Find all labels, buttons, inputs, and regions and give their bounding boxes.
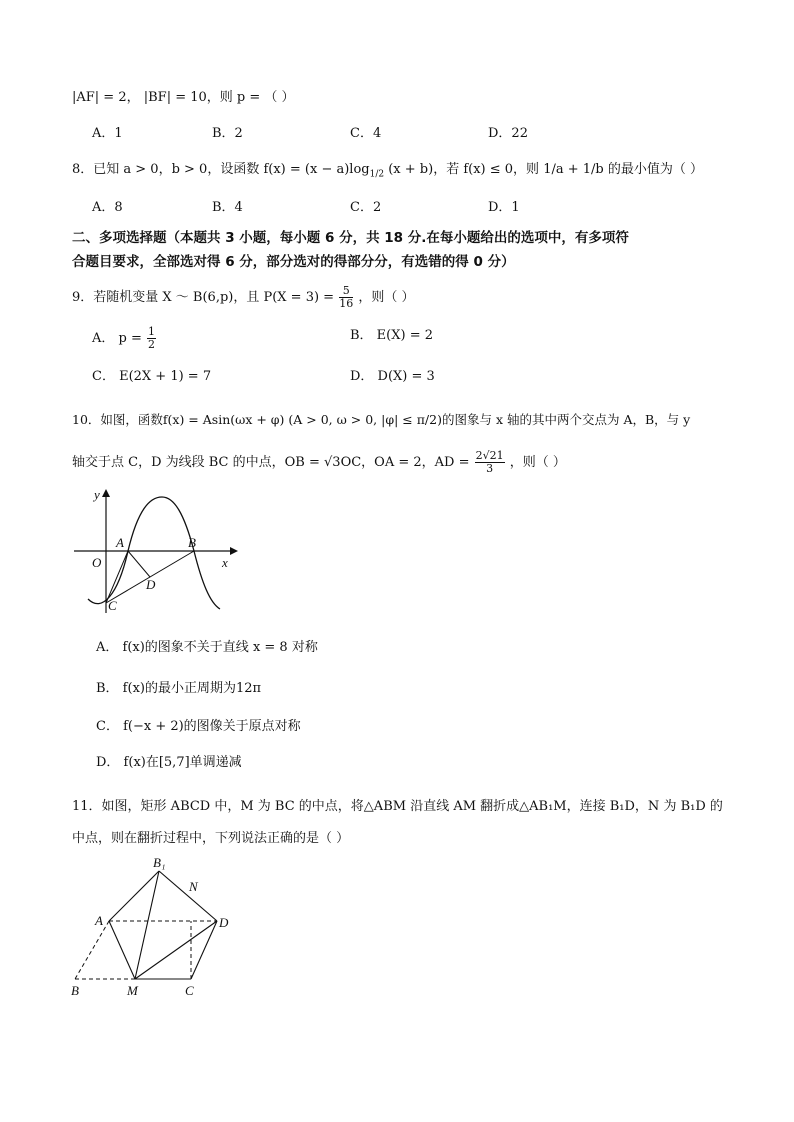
q7-option-a[interactable]: A．1 bbox=[92, 126, 123, 141]
q10-stem-line2 bbox=[72, 450, 566, 475]
q10-ad-fraction bbox=[475, 450, 505, 475]
q10-ad-num: 2√21 bbox=[475, 449, 504, 462]
q9-frac-num: 5 bbox=[339, 285, 353, 298]
q11-label-c: C bbox=[185, 983, 194, 998]
q10-line2-suffix: ，则（ ） bbox=[509, 455, 566, 470]
q9-suffix: ，则（ ） bbox=[358, 290, 415, 305]
q10-option-b[interactable]: B． f(x)的最小正周期为12π bbox=[96, 681, 262, 696]
section2-heading-line2: 合题目要求，全部选对得 6 分，部分选对的得部分分，有选错的得 0 分） bbox=[72, 254, 515, 270]
q10-ad-den: 3 bbox=[486, 462, 494, 475]
q8-prefix: 8．已知 a > 0，b > 0，设函数 f(x) = (x − a)log bbox=[72, 162, 370, 177]
q10-label-x: x bbox=[222, 555, 228, 570]
q8-option-a[interactable]: A．8 bbox=[92, 200, 123, 215]
q10-option-d[interactable]: D． f(x)在[5,7]单调递减 bbox=[96, 755, 242, 770]
q9-option-a-pre: A． p = bbox=[92, 331, 142, 346]
q11-edge-b1m bbox=[135, 871, 159, 979]
section2-heading-line1: 二、多项选择题（本题共 3 小题，每小题 6 分，共 18 分.在每小题给出的选项中，有多项符 bbox=[72, 230, 629, 246]
q11-edge-ab1 bbox=[109, 871, 159, 921]
q9-frac-den: 16 bbox=[339, 297, 354, 310]
q11-fold-figure bbox=[65, 855, 245, 1000]
q10-label-d: D bbox=[146, 577, 156, 592]
q8-expr: 1/a + 1/b bbox=[543, 162, 604, 177]
q9-option-c[interactable]: C． E(2X + 1) = 7 bbox=[92, 369, 212, 384]
q10-label-a: A bbox=[116, 535, 124, 550]
q10-x-arrow bbox=[230, 547, 238, 555]
q11-stem-line2: 中点，则在翻折过程中，下列说法正确的是（ ） bbox=[72, 831, 350, 846]
q11-edge-ab-dashed bbox=[75, 921, 109, 979]
q9-option-a-fraction bbox=[147, 326, 156, 351]
q9-option-a[interactable] bbox=[92, 326, 157, 351]
q7-option-d[interactable]: D．22 bbox=[488, 126, 528, 141]
q10-label-b: B bbox=[188, 535, 196, 550]
q11-label-a: A bbox=[95, 913, 103, 928]
q11-label-m: M bbox=[127, 983, 138, 998]
q10-stem-line1: 10．如图，函数f(x) = Asin(ωx + φ) (A > 0, ω > 0, |φ| ≤ π/2)的图象与 x 轴的其中两个交点为 A，B，与 y bbox=[72, 412, 691, 427]
q11-label-b1: B₁ bbox=[153, 855, 166, 870]
q9-opta-den: 2 bbox=[148, 338, 156, 351]
q10-label-o: O bbox=[92, 555, 102, 570]
q10-label-y: y bbox=[94, 487, 100, 502]
q7-cont-a: |AF| = 2， bbox=[72, 90, 140, 105]
q9-fraction bbox=[339, 285, 353, 310]
q7-continuation bbox=[72, 88, 295, 108]
q11-label-n: N bbox=[189, 879, 198, 894]
q8-suffix: 的最小值为（ ） bbox=[607, 162, 703, 177]
q11-edge-am bbox=[109, 921, 135, 979]
q9-stem bbox=[72, 285, 415, 310]
q8-option-b[interactable]: B．4 bbox=[212, 200, 243, 215]
q7-cont-b: |BF| = 10，则 p = （ ） bbox=[143, 90, 295, 105]
q11-label-b: B bbox=[71, 983, 79, 998]
q11-label-d: D bbox=[219, 915, 229, 930]
q10-segment-ac bbox=[106, 551, 128, 603]
q7-option-c[interactable]: C．4 bbox=[350, 126, 382, 141]
q10-sine-figure bbox=[70, 485, 240, 620]
q8-option-c[interactable]: C．2 bbox=[350, 200, 382, 215]
q10-sine-curve bbox=[88, 497, 220, 609]
q10-y-arrow bbox=[102, 489, 110, 497]
q11-stem-line1: 11．如图，矩形 ABCD 中，M 为 BC 的中点，将△ABM 沿直线 AM 翻折成△AB₁M，连接 B₁D，N 为 B₁D 的 bbox=[72, 799, 723, 814]
q8-middle: (x + b)，若 f(x) ≤ 0，则 bbox=[388, 162, 540, 177]
q8-option-d[interactable]: D．1 bbox=[488, 200, 520, 215]
q7-option-b[interactable]: B．2 bbox=[212, 126, 243, 141]
q10-label-c: C bbox=[108, 598, 117, 613]
q9-option-d[interactable]: D． D(X) = 3 bbox=[350, 369, 435, 384]
q10-segment-ad bbox=[128, 551, 150, 577]
q9-option-b[interactable]: B． E(X) = 2 bbox=[350, 328, 434, 343]
q11-edge-b1d bbox=[159, 871, 217, 921]
q9-opta-num: 1 bbox=[148, 325, 156, 338]
q11-edge-md bbox=[135, 921, 217, 979]
q8-log-base: 1/2 bbox=[369, 169, 385, 180]
q8-stem bbox=[72, 160, 703, 185]
q10-option-a[interactable]: A． f(x)的图象不关于直线 x = 8 对称 bbox=[96, 640, 318, 655]
q10-option-c[interactable]: C． f(−x + 2)的图像关于原点对称 bbox=[96, 719, 301, 734]
q10-line2-prefix: 轴交于点 C，D 为线段 BC 的中点，OB = √3OC，OA = 2，AD = bbox=[72, 455, 470, 470]
q9-prefix: 9．若随机变量 X ～ B(6,p)，且 P(X = 3) = bbox=[72, 290, 335, 305]
